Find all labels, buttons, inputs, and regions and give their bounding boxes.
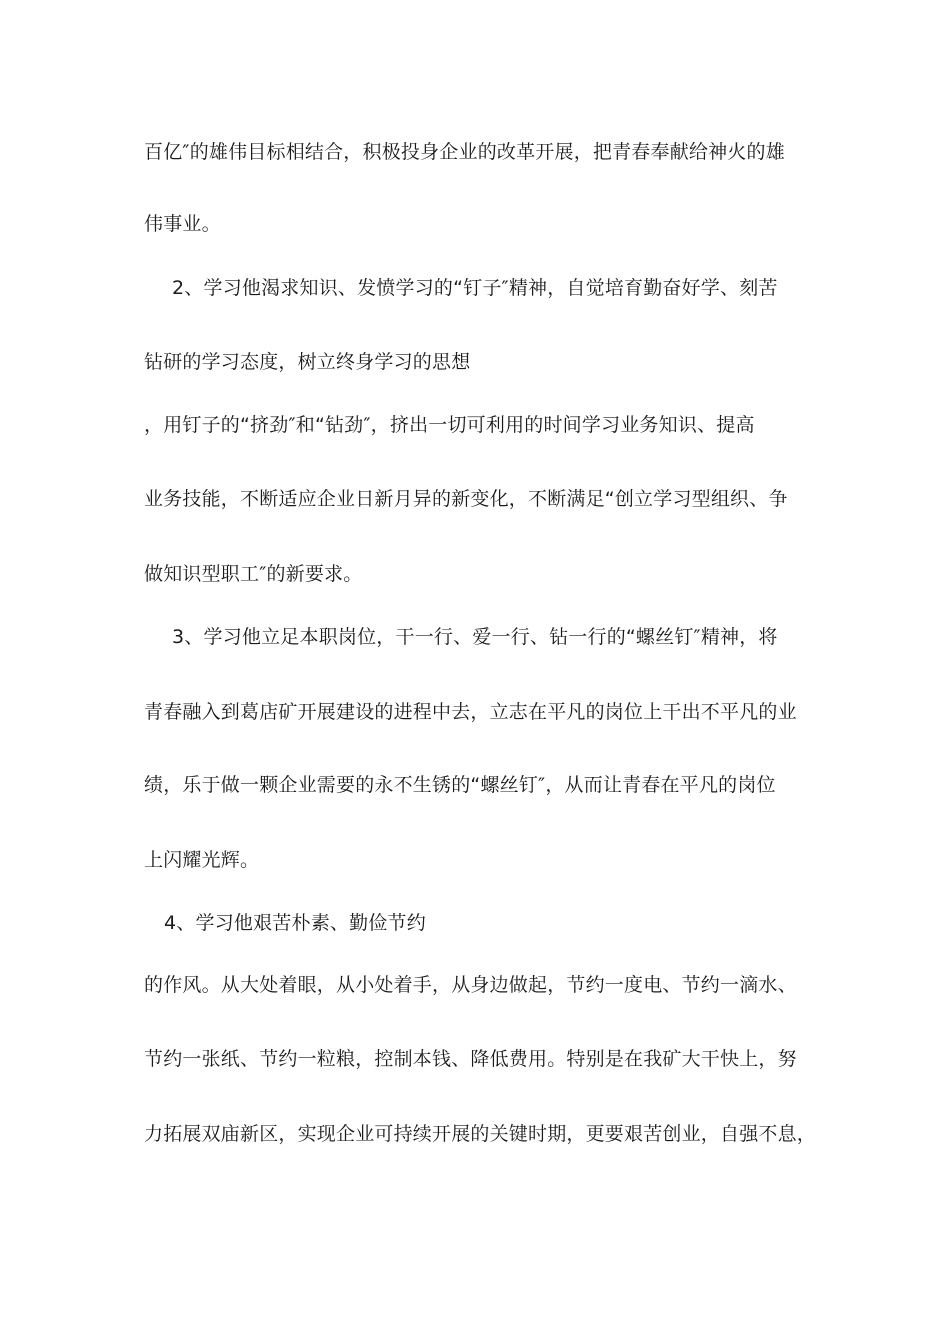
paragraph-3-start: 3、学习他立足本职岗位，干一行、爱一行、钻一行的“螺丝钉″精神，将 — [172, 626, 778, 648]
text-line: 做知识型职工″的新要求。 — [144, 563, 363, 585]
text-line: 伟事业。 — [144, 213, 221, 235]
text-line: 绩，乐于做一颗企业需要的永不生锈的“螺丝钉″，从而让青春在平凡的岗位 — [144, 774, 776, 796]
text-line: 上闪耀光辉。 — [144, 849, 260, 871]
text-line: 的作风。从大处着眼，从小处着手，从身边做起，节约一度电、节约一滴水、 — [144, 974, 797, 996]
text-line: 钻研的学习态度，树立终身学习的思想 — [144, 351, 471, 373]
text-line: ，用钉子的“挤劲″和“钻劲″，挤出一切可利用的时间学习业务知识、提高 — [144, 414, 755, 436]
text-line: 百亿″的雄伟目标相结合，积极投身企业的改革开展，把青春奉献给神火的雄 — [144, 141, 785, 163]
text-line: 节约一张纸、节约一粒粮，控制本钱、降低费用。特别是在我矿大干快上，努 — [144, 1048, 797, 1070]
text-line: 力拓展双庙新区，实现企业可持续开展的关键时期，更要艰苦创业，自强不息， — [144, 1123, 817, 1145]
text-line: 业务技能，不断适应企业日新月异的新变化，不断满足“创立学习型组织、争 — [144, 488, 788, 510]
text-line: 青春融入到葛店矿开展建设的进程中去，立志在平凡的岗位上干出不平凡的业 — [144, 701, 797, 723]
paragraph-2-start: 2、学习他渴求知识、发愤学习的“钉子″精神，自觉培育勤奋好学、刻苦 — [172, 277, 778, 299]
paragraph-4-start: 4、学习他艰苦朴素、勤俭节约 — [164, 912, 426, 934]
